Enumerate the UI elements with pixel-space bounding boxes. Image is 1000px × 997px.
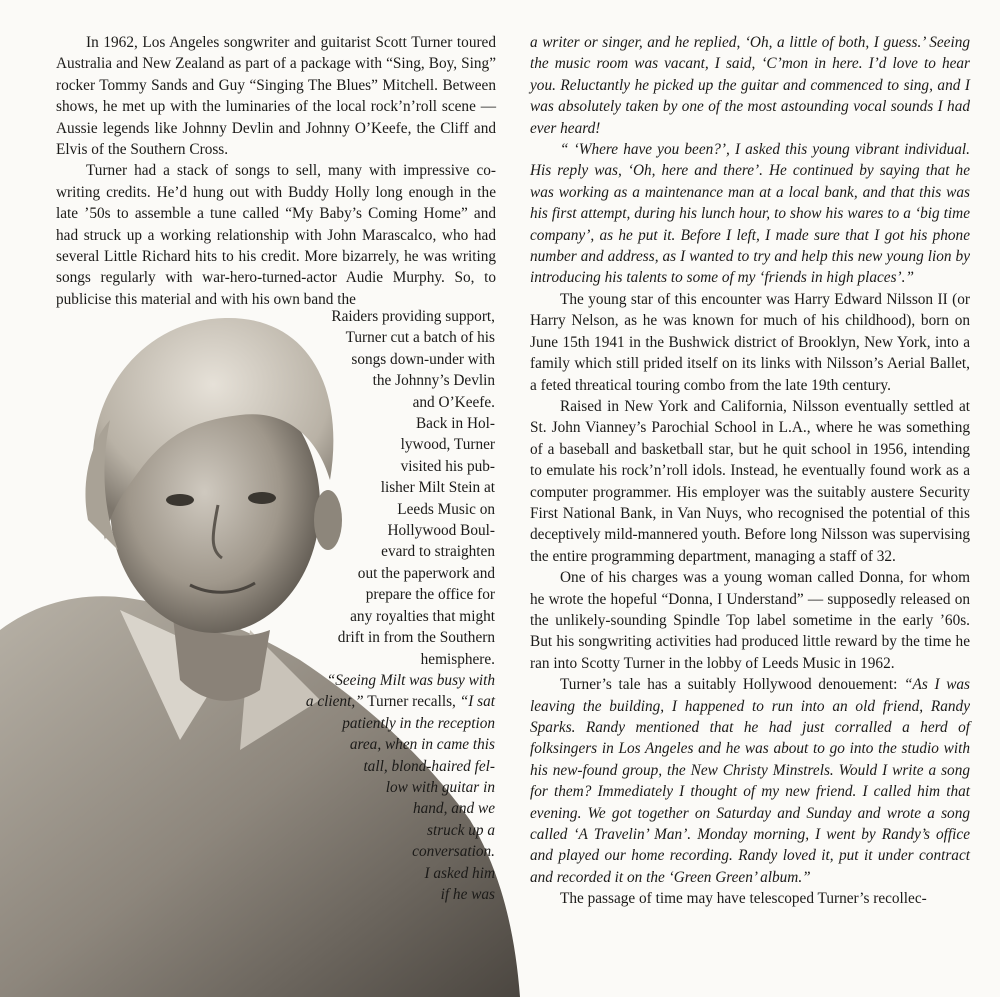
wrap-quote-line: if he was xyxy=(440,885,495,903)
wrap-quote-line: conversation. xyxy=(412,843,495,861)
wrap-quote-line: struck up a xyxy=(427,821,495,839)
wrap-quote-line: tall, blond-haired fel- xyxy=(363,757,495,775)
wrap-line: and O’Keefe. xyxy=(412,393,495,411)
wrap-line: the Johnny’s Devlin xyxy=(372,372,495,390)
left-paragraph-2: Turner had a stack of songs to sell, many with impressive co-writing credits. He’d hung out with Buddy Holly long enough in the late ’50s to assemble a tune called “My Baby’s Coming Home” and had struck up a working relationship with John Marascalco, who had several Little Richard hits to his credit. More bizarrely, he was writing songs regularly with war-hero-turned-actor Audie Murphy. So, to publicise this material and with his own band the xyxy=(56,162,496,308)
wrap-quote-fragment: a client,” xyxy=(305,693,364,711)
right-paragraph-6-lead: Turner’s tale has a suitably Hollywood denouement: xyxy=(560,676,898,694)
wrap-line: hemisphere. xyxy=(420,650,495,668)
wrap-line: Raiders providing support, xyxy=(331,308,495,325)
wrap-quote-line xyxy=(285,691,495,712)
wrap-line: drift in from the Southern xyxy=(337,629,495,647)
wrap-line: lisher Milt Stein at xyxy=(380,479,495,497)
wrap-attribution: Turner recalls, xyxy=(367,693,456,711)
wrap-line: evard to straighten xyxy=(381,543,495,561)
wrap-line: Turner cut a batch of his xyxy=(345,329,495,347)
wrap-line: lywood, Turner xyxy=(400,436,495,454)
right-quote-1: a writer or singer, and he replied, ‘Oh, a little of both, I guess.’ Seeing the music room was vacant, I said, ‘C’mon in here. I’d love to hear you. Reluctantly he picked up the guitar and commenced to sing, and I was absolutely taken by one of the most astounding vocal sounds I had ever heard! xyxy=(530,34,970,137)
right-paragraph-7: The passage of time may have telescoped Turner’s recollec- xyxy=(560,890,927,908)
wrap-quote-fragment: “I sat xyxy=(459,693,495,711)
wrap-line: visited his pub- xyxy=(400,457,495,475)
right-paragraph-5: One of his charges was a young woman called Donna, for whom he wrote the hopeful “Donna, I Understand” — supposedly released on the unlikely-sounding Spindle Top label sometime in the early ’60s. But his songwriting activities had produced little reward by the time he ran into Scotty Turner in the lobby of Leeds Music in 1962. xyxy=(530,569,970,672)
wrap-quote-line: patiently in the reception xyxy=(342,714,495,732)
wrap-quote-line: low with guitar in xyxy=(385,778,495,796)
photo-wrap-text xyxy=(285,306,495,905)
right-paragraph-6-quote: “As I was leaving the building, I happened to run into an old friend, Randy Sparks. Randy mentioned that he had just corralled a herd of folksingers in Los Angeles and he was about to go into the studio with his new-found group, the New Christy Minstrels. Would I write a song for them? Immediately I thought of my new friend. I called him that evening. We got together on Saturday and Sunday and wrote a song called ‘A Travelin’ Man’. Monday morning, I went by Randy’s office and played our home recording. Randy loved it, put it under contract and recorded it on the ‘Green Green’ album.” xyxy=(530,676,970,886)
wrap-quote-line: I asked him xyxy=(424,864,495,882)
right-column xyxy=(530,32,970,910)
wrap-line: prepare the office for xyxy=(365,586,495,604)
right-paragraph-3: The young star of this encounter was Harry Edward Nilsson II (or Harry Nelson, as he was known for much of his childhood), born on June 15th 1941 in the Bushwick district of Brooklyn, New York, into a family which still prided itself on its links with Nilsson’s Aerial Ballet, a feted threatical touring combo from the late 19th century. xyxy=(530,290,970,394)
left-column xyxy=(56,32,496,310)
right-paragraph-6 xyxy=(530,674,970,888)
wrap-line: out the paperwork and xyxy=(357,564,495,582)
wrap-quote-line: hand, and we xyxy=(412,800,495,818)
right-paragraph-4: Raised in New York and California, Nilsson eventually settled at St. John Vianney’s Parochial School in L.A., where he was something of a baseball and basketball star, but he quit school in 1956, intending to emulate his rock’n’roll idols. Instead, he eventually found work as a computer programmer. His employer was the suitably austere Security First National Bank, in Van Nuys, who recognised the potential of this deceptively mild-mannered youth. Before long Nilsson was supervising the entire programming department, managing a staff of 32. xyxy=(530,397,970,565)
left-paragraph-1: In 1962, Los Angeles songwriter and guitarist Scott Turner toured Australia and New Zealand as part of a package with “Sing, Boy, Sing” rocker Tommy Sands and Guy “Singing The Blues” Mitchell. Between shows, he met up with the luminaries of the local rock’n’roll scene — Aussie legends like Johnny Devlin and Johnny O’Keefe, the Cliff and Elvis of the Southern Cross. xyxy=(56,34,496,159)
wrap-line: Leeds Music on xyxy=(397,500,495,518)
wrap-line: songs down-under with xyxy=(351,350,495,368)
wrap-quote-line: “Seeing Milt was busy with xyxy=(326,671,495,689)
wrap-quote-line: area, when in came this xyxy=(349,736,495,754)
right-quote-2: “ ‘Where have you been?’, I asked this young vibrant individual. His reply was, ‘Oh, here and there’. He continued by saying that he was working as a maintenance man at a local bank, and that this was his first attempt, during his lunch hour, to show his wares to a ‘big time company’, as he put it. Before I left, I made sure that I got his phone number and address, as I wanted to try and help this new young lion by introducing his talents to some of my ‘friends in high places’.” xyxy=(530,141,970,287)
wrap-line: any royalties that might xyxy=(350,607,495,625)
wrap-line: Back in Hol- xyxy=(415,415,495,433)
wrap-line: Hollywood Boul- xyxy=(387,522,495,540)
